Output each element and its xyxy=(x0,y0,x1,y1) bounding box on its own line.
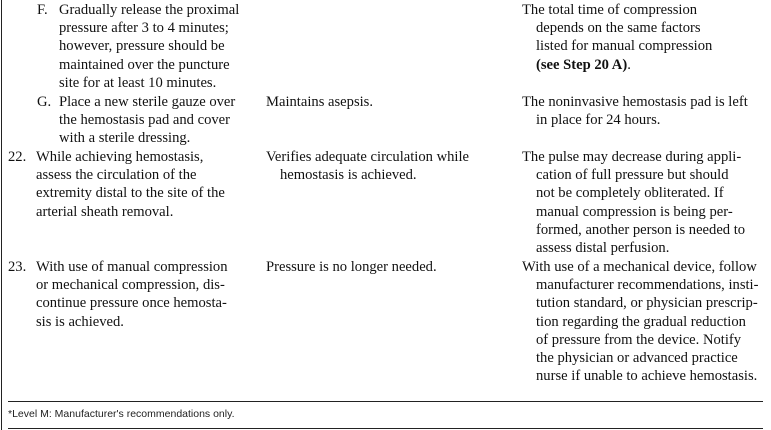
step-text-line: with a sterile dressing. xyxy=(59,130,191,146)
note-text-line: The total time of compression xyxy=(522,2,698,18)
note-text-line: nurse if unable to achieve hemostasis. xyxy=(536,368,758,384)
step-text-line: pressure after 3 to 4 minutes; xyxy=(59,20,229,36)
footnote: *Level M: Manufacturer's recommendations only. xyxy=(8,408,235,420)
note-text-line: manufacturer recommendations, insti- xyxy=(536,277,759,293)
note-text-line: The pulse may decrease during appli- xyxy=(522,149,742,165)
note-text-line: depends on the same factors xyxy=(536,20,701,36)
rationale-text-line: hemostasis is achieved. xyxy=(280,167,417,183)
note-text-line: the physician or advanced practice xyxy=(536,350,738,366)
step-text-line: extremity distal to the site of the xyxy=(36,185,225,201)
step-text-line: continue pressure once hemosta- xyxy=(36,295,227,311)
step-text-line: While achieving hemostasis, xyxy=(36,149,204,165)
note-text-line: tion regarding the gradual reduction xyxy=(536,314,746,330)
note-text-line: of pressure from the device. Notify xyxy=(536,332,742,348)
step-text-line: Place a new sterile gauze over xyxy=(59,94,236,110)
rationale-text-line: Verifies adequate circulation while xyxy=(266,149,470,165)
note-text-line: With use of a mechanical device, follow xyxy=(522,259,757,275)
note-text-line: (see Step 20 A). xyxy=(536,57,631,73)
left-border-rule xyxy=(1,0,2,430)
step-text-line: however, pressure should be xyxy=(59,38,225,54)
step-number: 23. xyxy=(8,259,27,275)
rationale-text-line: Maintains asepsis. xyxy=(266,94,374,110)
step-text-line: Gradually release the proximal xyxy=(59,2,240,18)
footnote-bottom-rule xyxy=(8,428,763,429)
step-text-line: site for at least 10 minutes. xyxy=(59,75,217,91)
step-text-line: or mechanical compression, dis- xyxy=(36,277,225,293)
rationale-text-line: Pressure is no longer needed. xyxy=(266,259,437,275)
step-text-line: sis is achieved. xyxy=(36,314,124,330)
step-text-line: assess the circulation of the xyxy=(36,167,197,183)
note-text-line: The noninvasive hemostasis pad is left xyxy=(522,94,748,110)
step-text-line: arterial sheath removal. xyxy=(36,204,174,220)
step-number: F. xyxy=(37,2,48,18)
step-text-line: With use of manual compression xyxy=(36,259,228,275)
note-text-line: in place for 24 hours. xyxy=(536,112,661,128)
step-text-line: the hemostasis pad and cover xyxy=(59,112,231,128)
note-text-line: not be completely obliterated. If xyxy=(536,185,724,201)
footnote-top-rule xyxy=(8,401,763,402)
note-text-line: tution standard, or physician prescrip- xyxy=(536,295,758,311)
step-text-line: maintained over the puncture xyxy=(59,57,230,73)
note-text-line: manual compression is being per- xyxy=(536,204,733,220)
step-number: 22. xyxy=(8,149,27,165)
note-text-line: listed for manual compression xyxy=(536,38,713,54)
step-number: G. xyxy=(37,94,52,110)
note-text-line: assess distal perfusion. xyxy=(536,240,670,256)
step-reference: (see Step 20 A) xyxy=(536,57,628,73)
note-text-line: formed, another person is needed to xyxy=(536,222,746,238)
note-text-line: cation of full pressure but should xyxy=(536,167,729,183)
